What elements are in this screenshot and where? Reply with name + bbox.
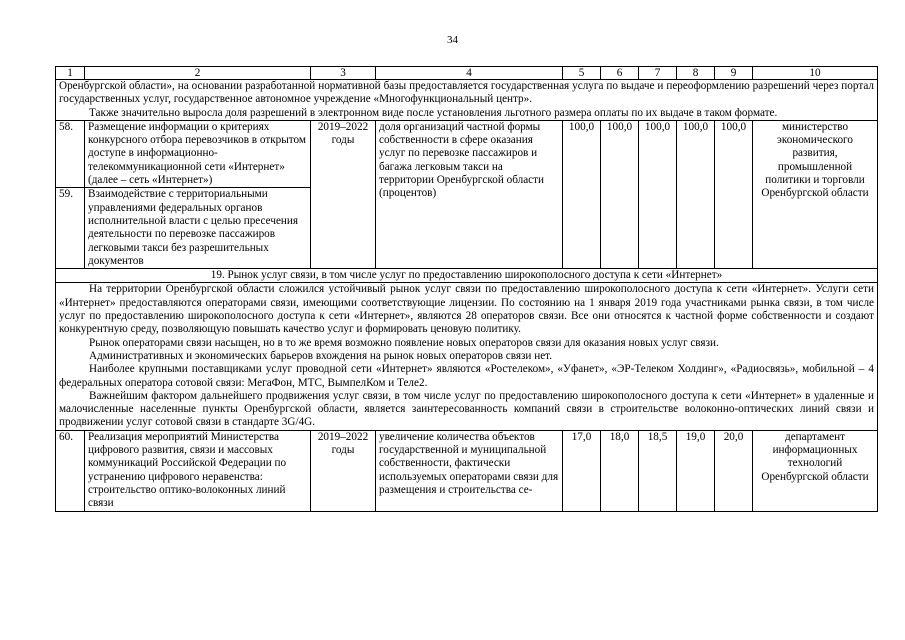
- col-header: 6: [601, 67, 639, 80]
- column-number-row: [56, 67, 878, 80]
- col-header: 3: [311, 67, 376, 80]
- row-number: 58.: [56, 120, 85, 187]
- years-cell: 2019–2022 годы: [311, 430, 376, 511]
- measures-table: [55, 66, 878, 512]
- years-cell: 2019–2022 годы: [311, 120, 376, 268]
- section-paragraph: Рынок операторами связи насыщен, но в то же время возможно появление новых операторов связи для оказания новых услуг связи.: [89, 336, 719, 349]
- col-header: 9: [715, 67, 753, 80]
- event-cell: Размещение информации о критериях конкурсного отбора перевозчиков в открытом доступе в информационно-телекоммуникационной сети «Интернет» (далее – сеть «Интернет»): [85, 120, 311, 187]
- value-cell: 100,0: [715, 120, 753, 268]
- col-header: 5: [563, 67, 601, 80]
- section-paragraph: Административных и экономических барьеров вхождения на рынок новых операторов связи нет.: [89, 349, 553, 362]
- value-cell: 19,0: [677, 430, 715, 511]
- page-number: 34: [447, 34, 458, 46]
- section-title: 19. Рынок услуг связи, в том числе услуг по предоставлению широкополосного доступа к сети «Интернет»: [56, 269, 878, 283]
- intro-row: [56, 80, 878, 121]
- section-text-cell: [56, 283, 878, 430]
- value-cell: 100,0: [563, 120, 601, 268]
- table-row-60: [56, 430, 878, 511]
- intro-paragraph: Также значительно выросла доля разрешений в электронном виде после установления льготного размера оплаты по их выдаче в таком формате.: [89, 106, 778, 119]
- value-cell: 17,0: [563, 430, 601, 511]
- col-header: 4: [376, 67, 563, 80]
- responsible-cell: департамент информационных технологий Оренбургской области: [753, 430, 878, 511]
- value-cell: 18,5: [639, 430, 677, 511]
- section-title-row: [56, 269, 878, 283]
- indicator-cell: увеличение количества объектов государственной и муниципальной собственности, фактически используемых операторами связи для размещения и строительства се-: [376, 430, 563, 511]
- value-cell: 100,0: [639, 120, 677, 268]
- section-paragraph: Наиболее крупными поставщиками услуг проводной сети «Интернет» являются «Ростелеком», «Уфанет», «ЭР-Телеком Холдинг», «Радиосвязь», мобильной – 4 федеральных оператора сотовой связи: МегаФон, МТС, ВымпелКом и Теле2.: [59, 363, 874, 389]
- col-header: 10: [753, 67, 878, 80]
- col-header: 1: [56, 67, 85, 80]
- event-cell: Взаимодействие с территориальными управлениями федеральных органов исполнительной власти с целью пресечения деятельности по перевозке пассажиров легковыми такси без разрешительных документов: [85, 188, 311, 269]
- col-header: 2: [85, 67, 311, 80]
- section-paragraph: Важнейшим фактором дальнейшего продвижения услуг связи, в том числе услуг по предоставлению широкополосного доступа к сети «Интернет» в удаленные и малочисленные населенные пункты Оренбургской области, является заинтересованность компаний связи в строительстве волоконно-оптических линий связи и продвижении услуг сотовой связи в стандарте 3G/4G.: [59, 389, 874, 429]
- event-cell: Реализация мероприятий Министерства цифрового развития, связи и массовых коммуникаций Российской Федерации по устранению цифрового неравенства: строительство оптико-волоконных линий связи: [85, 430, 311, 511]
- col-header: 8: [677, 67, 715, 80]
- row-number: 59.: [56, 188, 85, 269]
- responsible-cell: министерство экономического развития, промышленной политики и торговли Оренбургской области: [753, 120, 878, 268]
- section-text-row: [56, 283, 878, 430]
- value-cell: 20,0: [715, 430, 753, 511]
- value-cell: 18,0: [601, 430, 639, 511]
- value-cell: 100,0: [677, 120, 715, 268]
- col-header: 7: [639, 67, 677, 80]
- table-row-58: [56, 120, 878, 187]
- section-paragraph: На территории Оренбургской области сложился устойчивый рынок услуг связи по предоставлению широкополосного доступа к сети «Интернет». Услуги сети «Интернет» предоставляются операторами связи, имеющими соответствующие лицензии. По состоянию на 1 января 2019 года участниками рынка связи, в том числе услуг по предоставлению широкополосного доступа к сети «Интернет», являются 28 операторов связи. Все они относятся к частной форме собственности и создают конкурентную среду, позволяющую повышать качество услуг и формировать ценовую политику.: [59, 283, 874, 336]
- intro-cell: [56, 80, 878, 121]
- intro-paragraph: Оренбургской области», на основании разработанной нормативной базы предоставляется государственная услуга по выдаче и переоформлению разрешений через портал государственных услуг, государственное автономное учреждение «Многофункциональный центр».: [59, 80, 874, 106]
- value-cell: 100,0: [601, 120, 639, 268]
- indicator-cell: доля организаций частной формы собственности в сфере оказания услуг по перевозке пассажиров и багажа легковым такси на территории Оренбургской области (процентов): [376, 120, 563, 268]
- row-number: 60.: [56, 430, 85, 511]
